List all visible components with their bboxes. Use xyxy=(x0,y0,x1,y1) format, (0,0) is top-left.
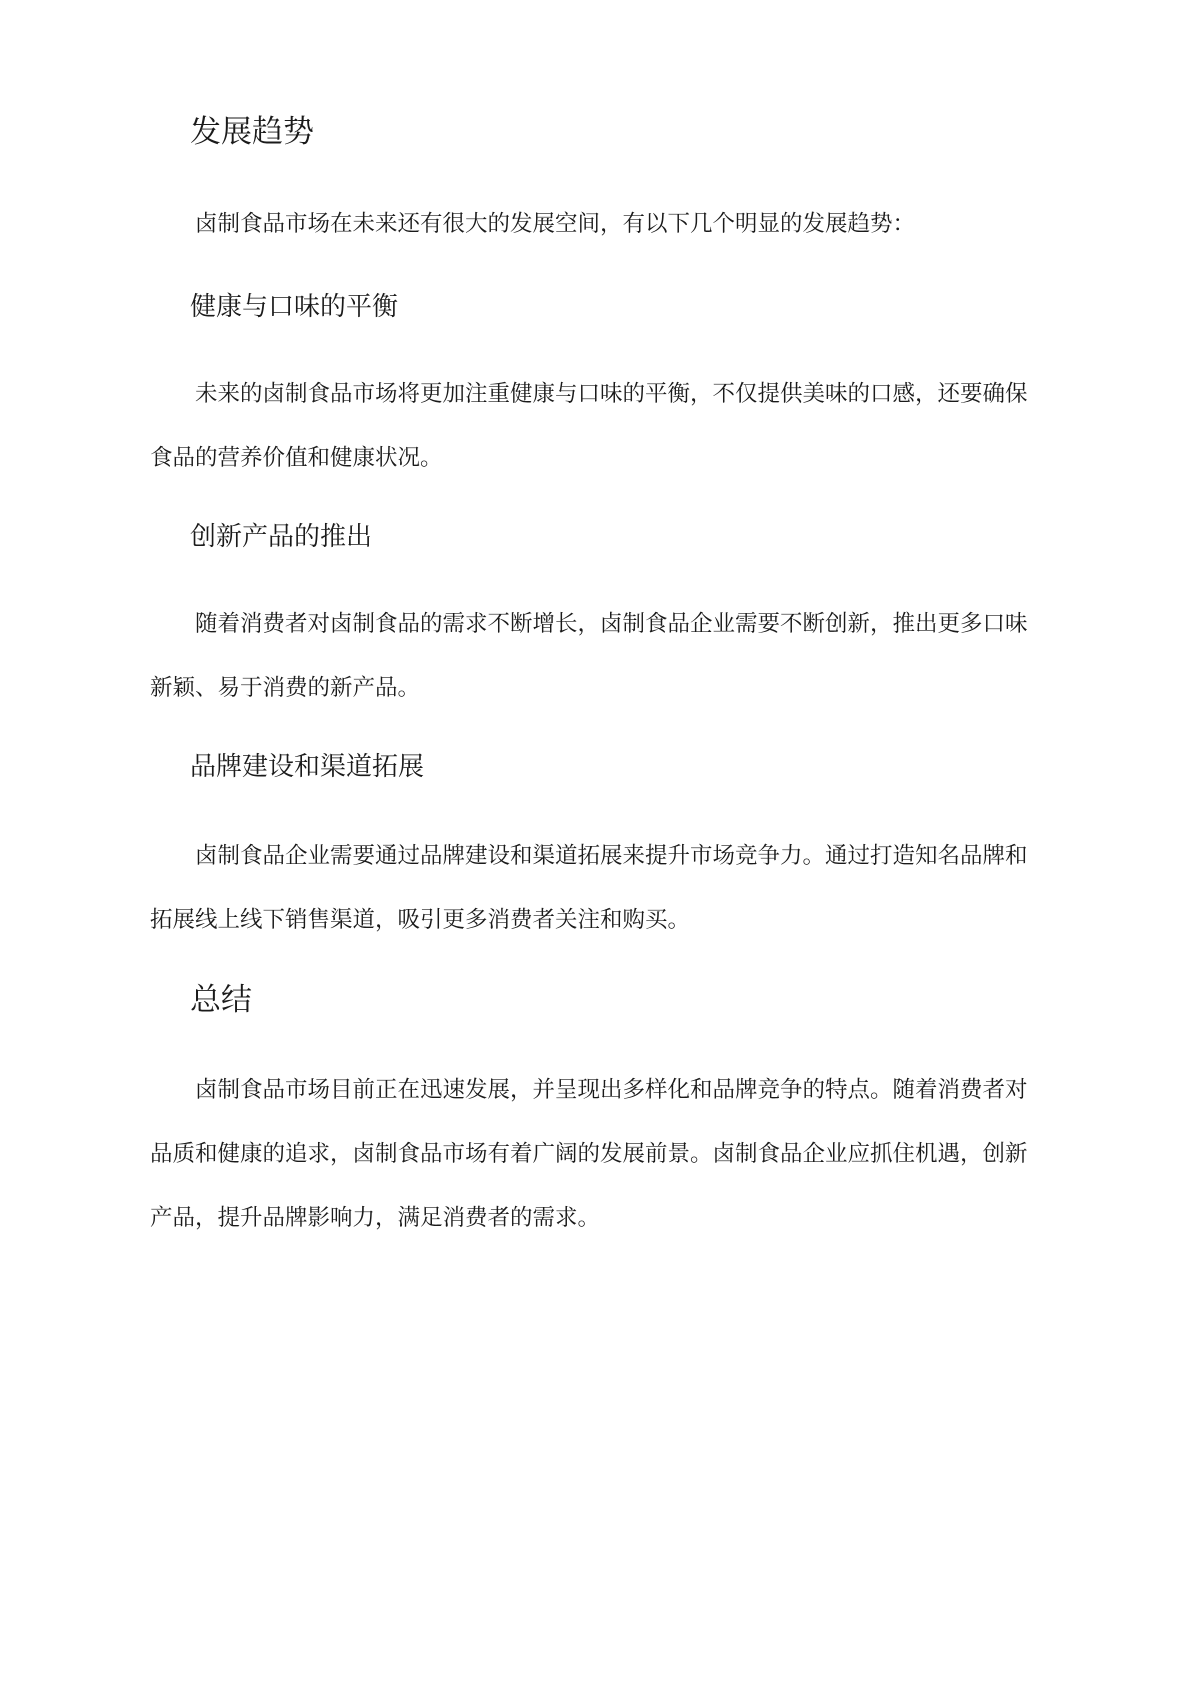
subheading-brand-channel: 品牌建设和渠道拓展 xyxy=(190,752,425,782)
paragraph-brand-channel: 卤制食品企业需要通过品牌建设和渠道拓展来提升市场竞争力。通过打造知名品牌和拓展线上线下销售渠道，吸引更多消费者关注和购买。 xyxy=(150,843,1028,933)
section-heading-development-trends: 发展趋势 xyxy=(190,114,314,150)
paragraph-health-taste-balance: 未来的卤制食品市场将更加注重健康与口味的平衡，不仅提供美味的口感，还要确保食品的营养价值和健康状况。 xyxy=(150,381,1028,471)
paragraph-summary: 卤制食品市场目前正在迅速发展，并呈现出多样化和品牌竞争的特点。随着消费者对品质和健康的追求，卤制食品市场有着广阔的发展前景。卤制食品企业应抓住机遇，创新产品，提升品牌影响力，满足消费者的需求。 xyxy=(150,1077,1028,1231)
paragraph-new-products: 随着消费者对卤制食品的需求不断增长，卤制食品企业需要不断创新，推出更多口味新颖、易于消费的新产品。 xyxy=(150,611,1028,701)
subheading-new-products: 创新产品的推出 xyxy=(190,522,373,552)
intro-paragraph: 卤制食品市场在未来还有很大的发展空间，有以下几个明显的发展趋势： xyxy=(195,211,916,237)
section-heading-summary: 总结 xyxy=(190,982,252,1018)
subheading-health-taste-balance: 健康与口味的平衡 xyxy=(190,292,399,322)
